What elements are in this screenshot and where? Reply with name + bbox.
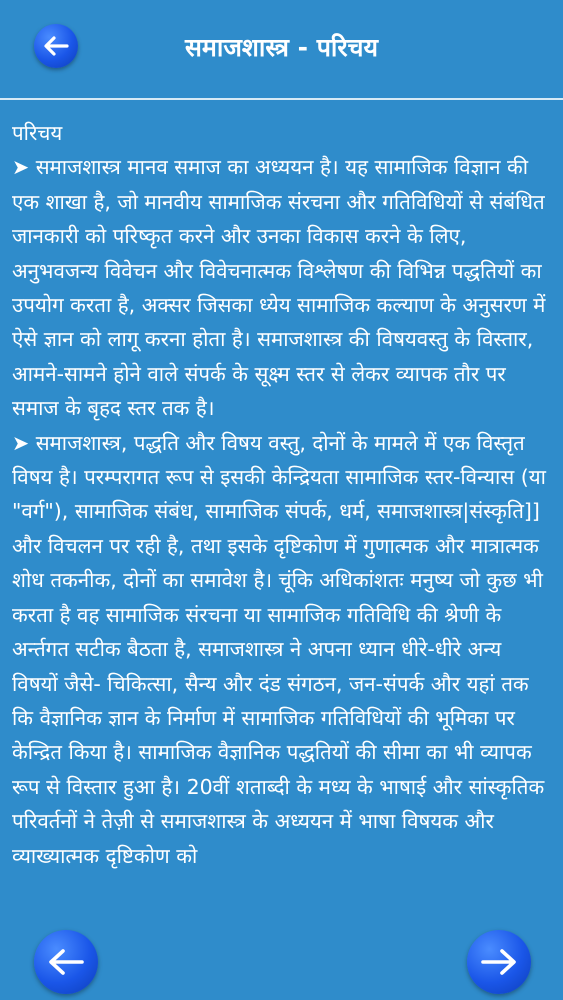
article-body bbox=[12, 116, 548, 873]
article-scroll-area[interactable] bbox=[0, 100, 563, 1000]
article-paragraph-2: ➤ समाजशास्त्र, पद्धति और विषय वस्तु, दोनों के मामले में एक विस्तृत विषय है। परम्परागत रूप से इसकी केन्द्रियता सामाजिक स्तर-विन्यास (या "वर्ग"), सामाजिक संबंध, सामाजिक संपर्क, धर्म, समाजशास्त्र|संस्कृति]] और विचलन पर रही है, तथा इसके दृष्टिकोण में गुणात्मक और मात्रात्मक शोध तकनीक, दोनों का समावेश है। चूंकि अधिकांशतः मनुष्य जो कुछ भी करता है वह सामाजिक संरचना या सामाजिक गतिविधि की श्रेणी के अर्न्तगत सटीक बैठता है, समाजशास्त्र ने अपना ध्यान धीरे-धीरे अन्य विषयों जैसे- चिकित्सा, सैन्य और दंड संगठन, जन-संपर्क और यहां तक कि वैज्ञानिक ज्ञान के निर्माण में सामाजिक गतिविधियों की भूमिका पर केन्द्रित किया है। सामाजिक वैज्ञानिक पद्धतियों की सीमा का भी व्यापक रूप से विस्तार हुआ है। 20वीं शताब्दी के मध्य के भाषाई और सांस्कृतिक परिवर्तनों ने तेज़ी से समाजशास्त्र के अध्ययन में भाषा विषयक और व्याख्यात्मक दृष्टिकोण को bbox=[12, 430, 546, 868]
page-title: समाजशास्त्र - परिचय bbox=[185, 33, 378, 62]
article-paragraph-1: ➤ समाजशास्त्र मानव समाज का अध्ययन है। यह सामाजिक विज्ञान की एक शाखा है, जो मानवीय सामाजिक संरचना और गतिविधियों से संबंधित जानकारी को परिष्कृत करने और उनका विकास करने के लिए, अनुभवजन्य विवेचन और विवेचनात्मक विश्लेषण की विभिन्न पद्धतियों का उपयोग करता है, अक्सर जिसका ध्येय सामाजिक कल्याण के अनुसरण में ऐसे ज्ञान को लागू करना होता है। समाजशास्त्र की विषयवस्तु के विस्तार, आमने-सामने होने वाले संपर्क के सूक्ष्म स्तर से लेकर व्यापक तौर पर समाज के बृहद स्तर तक है। bbox=[12, 155, 546, 421]
arrow-right-icon bbox=[480, 947, 518, 977]
next-page-button[interactable] bbox=[467, 930, 531, 994]
app-header bbox=[0, 0, 563, 98]
arrow-left-icon bbox=[47, 947, 85, 977]
previous-page-button[interactable] bbox=[34, 930, 98, 994]
arrow-left-icon bbox=[43, 35, 69, 57]
back-button[interactable] bbox=[34, 24, 78, 68]
article-heading: परिचय bbox=[12, 121, 63, 145]
